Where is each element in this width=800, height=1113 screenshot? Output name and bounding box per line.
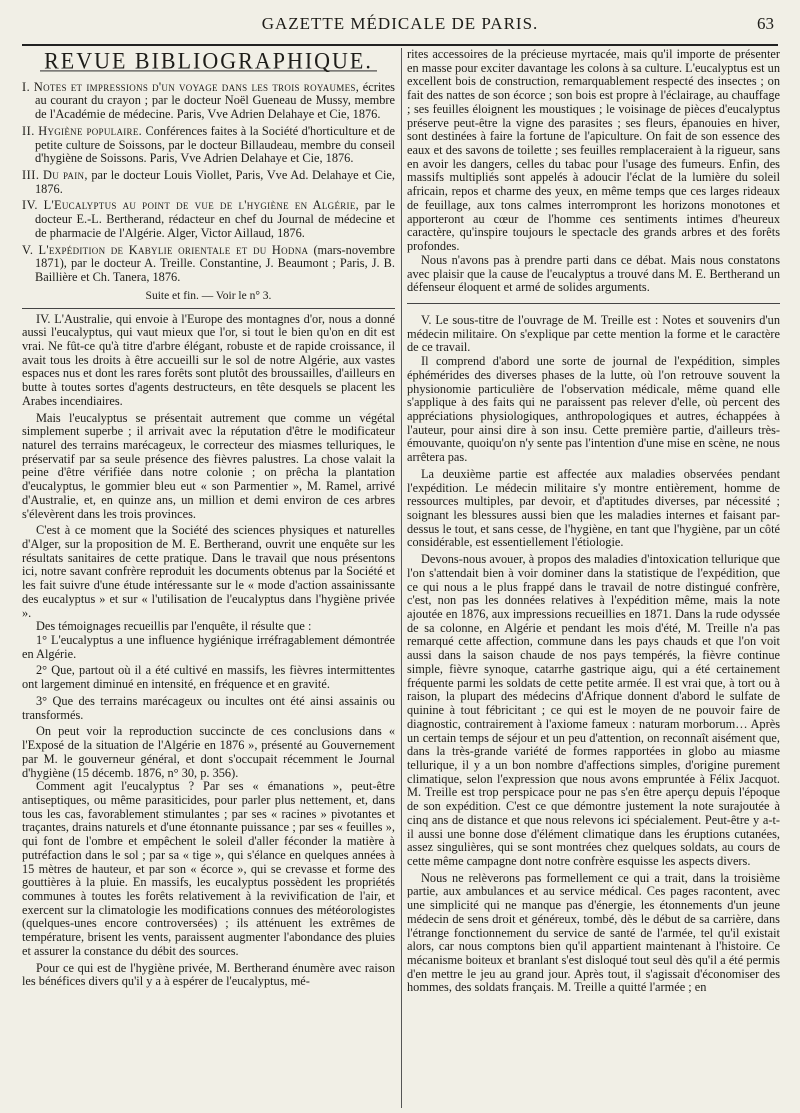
entry-title: Notes et impressions d'un voyage dans les trois royaumes, bbox=[33, 79, 360, 94]
entry-number: II. bbox=[22, 123, 35, 138]
paragraph: IV. L'Australie, qui envoie à l'Europe des montagnes d'or, nous a donné aussi l'eucalyptus, qui vaut mieux que l'or, si tout le bien qu'on en dit est vrai. Ne fût-ce qu'à titre d'arbre élégant, robuste et de rapide croissance, il avait tous les droits à être accueilli sur le sol de notre Algérie, aux vastes espaces nus et dont les rares forêts sont plutôt des broussailles, d'ailleurs en butte à toutes sortes d'agents destructeurs, en tête desquels se placent les Arabes incendiaires. bbox=[22, 311, 395, 408]
entry-body: écrites au courant du crayon ; par le docteur Noël Gueneau de Mussy, membre de l'Académie de médecine. Paris, Vve Adrien Delahaye et Cie, 1876. bbox=[35, 79, 395, 122]
bibliography-entry bbox=[22, 199, 395, 240]
paragraph: Nous ne relèverons pas formellement ce qui a trait, dans la troisième partie, aux ambulances et au service médical. Ces pages racontent, avec une simplicité qui ne manque pas d'énergie, les étonnements d'un jeune médecin de sens droit et généreux, tombé, dès le début de sa carrière, dans l'étrange fonctionnement du service de santé de l'armée, tel qu'il existait alors, car nous comptons bien qu'il appartient maintenant à l'histoire. Ce mécanisme boiteux et branlant s'est disloqué tout seul dès qu'il a été permis d'en mettre le jeu au grand jour. Après tout, il s'agissait d'économiser des hommes, des soldats français. M. Treille a quitté l'armée ; en bbox=[407, 870, 780, 995]
entry-body: Conférences faites à la Société d'horticulture et de petite culture de Soissons, par le docteur Billaudeau, membre du conseil d'hygiène de Soissons. Paris, Vve Adrien Delahaye et Cie, 1876. bbox=[35, 123, 396, 166]
section-title-text: REVUE BIBLIOGRAPHIQUE. bbox=[40, 54, 377, 72]
paragraph: C'est à ce moment que la Société des sciences physiques et naturelles d'Alger, sur la proposition de M. E. Bertherand, ouvrit une enquête sur les résultats sanitaires de cette pratique. Dans le travail que nous présentons ici, notre savant confrère reproduit les documents obtenus par la Société et les fait suivre d'une étude intéressante sur le « mode d'action assainissante des eucalyptus » et sur « l'utilisation de l'eucalyptus dans l'hygiène privée ». bbox=[22, 523, 395, 620]
continuation-note: Suite et fin. — Voir le n° 3. bbox=[145, 289, 272, 302]
entry-number: I. bbox=[22, 79, 31, 94]
section-title bbox=[22, 47, 395, 74]
paragraph: 1° L'eucalyptus a une influence hygiénique irréfragablement démontrée en Algérie. bbox=[22, 633, 395, 661]
bibliography-entry bbox=[22, 125, 395, 166]
paragraph: Pour ce qui est de l'hygiène privée, M. Bertherand énumère avec raison les bénéfices divers qu'il y a à espérer de l'eucalyptus, mé- bbox=[22, 960, 395, 989]
bibliography-entry bbox=[22, 169, 395, 196]
entry-title: L'Eucalyptus au point de vue de l'hygiène en Algérie, bbox=[43, 198, 360, 213]
entry-number: V. bbox=[22, 242, 34, 257]
entry-body: (mars-novembre 1871), par le docteur A. Treille. Constantine, J. Beaumont ; Paris, J. B. Baillière et Ch. Tanera, 1876. bbox=[35, 242, 396, 285]
paragraph: 3° Que des terrains marécageux ou incultes ont été ainsi assainis ou transformés. bbox=[22, 693, 395, 722]
page-header bbox=[22, 0, 778, 46]
paragraph: rites accessoires de la précieuse myrtacée, mais qu'il importe de présenter en masse pour exciter davantage les colons à sa culture. L'eucalyptus est un excellent bois de construction, remarquablement respecté des insectes ; on fait des nattes de son écorce ; son bois est propre à l'éclairage, au chauffage ; ses feuilles éloignent les moustiques ; le voisinage de pièces d'eucalyptus préserve peut-être la vigne des parasites ; ses fleurs, épanouies en hiver, sont destinées à faire la fortune de l'apiculture. On fait de son essence des eaux et des savons de toilette ; ses feuilles remplaceraient à la rigueur, sans en avoir les dangers, celles du tabac pour l'usage des fumeurs. Enfin, des massifs multipliés sont appelés à adoucir l'éclat de la lumière du soleil africain, repos et charme des yeux, en même temps que ces larges rideaux de feuillage, aux tons calmes interrompront les horizons monotones et apporteront au cœur de l'homme ces sentiments intimes d'heureux caractère, qu'inspire toujours le spectacle des grands arbres et des forêts profondes. bbox=[407, 47, 780, 254]
paragraph: Comment agit l'eucalyptus ? Par ses « émanations », peut-être antiseptiques, ou même parasiticides, pour parler plus nettement, et, dans tous les cas, favorablement stimulantes ; par ses « racines » pivotantes et traçantes, drains naturels et d'une étonnante puissance ; par ses « feuilles », qui font de l'ombre et empêchent le soleil d'aller féconder la matière à putréfaction dans le sol ; par sa « tige », qui s'élance en quelques années à 15 mètres de hauteur, et par son « écorce », qui se crevasse et forme des gouttières à la pluie. En massifs, les eucalyptus possèdent les propriétés communes à toutes les forêts relativement à la revivification de l'air, et exercent sur la climatologie les modifications connues des météorologistes (quelques-unes encore controversées) ; ils atténuent les extrêmes de température, brisent les vents, paraissent augmenter l'abondance des pluies et assurer la constance du débit des sources. bbox=[22, 779, 395, 958]
paragraph: On peut voir la reproduction succincte de ces conclusions dans « l'Exposé de la situation de l'Algérie en 1876 », présenté au Gouvernement par M. le gouverneur général, et dont s'occupait récemment le Journal d'hygiène (15 décemb. 1876, n° 30, p. 356). bbox=[22, 724, 395, 780]
section-rule bbox=[22, 308, 395, 309]
entry-title: Hygiène populaire. bbox=[38, 123, 143, 138]
left-column bbox=[22, 48, 395, 989]
entry-title: L'expédition de Kabylie orientale et du Hodna bbox=[38, 242, 309, 257]
column-divider bbox=[401, 48, 402, 1108]
paragraph: Mais l'eucalyptus se présentait autrement que comme un végétal simplement superbe ; il arrivait avec la réputation d'être le modificateur naturel des terrains marécageux, le correcteur des miasmes telluriques, le préservatif par sa seule présence des fièvres palustres. La chose valait la peine d'être vérifiée dans notre colonie ; on prêcha la plantation d'eucalyptus, le gommier bleu eut « son Parmentier », M. Ramel, arrivé d'Australie, et, en quinze ans, un million et demi environ de ces arbres s'élevèrent dans les trois provinces. bbox=[22, 410, 395, 521]
paragraph: Devons-nous avouer, à propos des maladies d'intoxication tellurique que l'on s'attendait bien à voir dominer dans la statistique de l'expédition, que ce qui nous a le plus frappé dans le travail de notre distingué confrère, c'est, non pas les données relatives à l'expédition même, mais la note ajoutée en 1876, aux impressions recueillies en 1871. Dans la rude odyssée de sa colonne, en Algérie et pendant les mois d'été, M. Treille n'a pas remarqué cette affection, commune dans les pays chauds et que l'on voit aussi dans la saison chaude de nos pays tempérés, la fièvre continue simple, fièvre synoque, catarrhe gastrique aigu, qui a été certainement fréquente parmi les soldats de cette petite armée. Il est vrai que, à tort ou à raison, la plupart des médecins d'Afrique donnent d'abord le sulfate de quinine à tout fébricitant ; ce qui est le moyen de ne pouvoir faire de diagnostic, contrairement à l'axiome fameux : naturam morborum… Après un certain temps de séjour et un peu d'attention, on reconnaît aisément que, dans la très-grande variété de formes rapportées in globo au miasme tellurique, il y a un bon nombre d'affections simples, d'origine purement climatique, selon l'expression que nous avons empruntée à Félix Jacquot. M. Treille est trop perspicace pour ne pas s'en être aperçu depuis l'époque de son expédition. C'est ce que démontre justement la note surajoutée à cinq ans de distance et que nous relevons ici spécialement. Peut-être y a-t-il aussi une bonne dose d'élément climatique dans les éruptions cutanées, assez singulières, qui se sont montrées chez quelques soldats, au cours de cette même campagne dont notre confrère esquisse les aspects divers. bbox=[407, 552, 780, 868]
paragraph: Il comprend d'abord une sorte de journal de l'expédition, simples éphémérides des diverses phases de la lutte, où l'on retrouve souvent la physionomie particulière de l'observation médicale, même quand elle s'applique à des faits qui ne paraissent pas relever d'elle, où percent des appréciations physiologiques, anthropologiques et autres, échappées à l'auteur, pour ainsi dire à son insu. Cette première partie, d'ailleurs très-émouvante, quoiqu'on n'y sente pas l'intention d'une mise en scène, ne nous arrêtera pas. bbox=[407, 354, 780, 465]
entry-body: par le docteur E.-L. Bertherand, rédacteur en chef du Journal de médecine et de pharmacie de l'Algérie. Alger, Victor Aillaud, 1876. bbox=[35, 198, 395, 240]
paragraph: Nous n'avons pas à prendre parti dans ce débat. Mais nous constatons avec plaisir que la cause de l'eucalyptus a trouvé dans M. E. Bertherand un défenseur éloquent et armé de solides arguments. bbox=[407, 252, 780, 295]
paragraph: V. Le sous-titre de l'ouvrage de M. Treille est : Notes et souvenirs d'un médecin militaire. On s'explique par cette mention la forme et le caractère de ce travail. bbox=[407, 312, 780, 355]
entry-number: IV. bbox=[22, 198, 39, 213]
paragraph: 2° Que, partout où il a été cultivé en massifs, les fièvres intermittentes ont largement diminué en intensité, en fréquence et en gravité. bbox=[22, 663, 395, 692]
journal-title: GAZETTE MÉDICALE DE PARIS. bbox=[261, 14, 539, 33]
paragraph: Des témoignages recueillis par l'enquête, il résulte que : bbox=[36, 619, 312, 634]
bibliography-entry bbox=[22, 244, 395, 285]
bibliography-entry bbox=[22, 81, 395, 122]
paragraph: La deuxième partie est affectée aux maladies observées pendant l'expédition. Le médecin militaire s'y montre entièrement, homme de ressources multiples, par devoir, et d'aptitudes diverses, par nécessité ; soignant les blessures aussi bien que les maladies internes et faisant par-dessus le tout, et sans cesse, de l'hygiène, en tant que l'hygiène, par un côté considérable, est essentiellement l'étiologie. bbox=[407, 466, 780, 550]
page-number: 63 bbox=[757, 14, 774, 33]
entry-title: Du pain, bbox=[43, 168, 88, 183]
entry-number: III. bbox=[22, 168, 40, 183]
right-column bbox=[407, 48, 780, 995]
entry-body: par le docteur Louis Viollet, Paris, Vve Ad. Delahaye et Cie, 1876. bbox=[35, 168, 395, 196]
section-rule bbox=[407, 303, 780, 304]
